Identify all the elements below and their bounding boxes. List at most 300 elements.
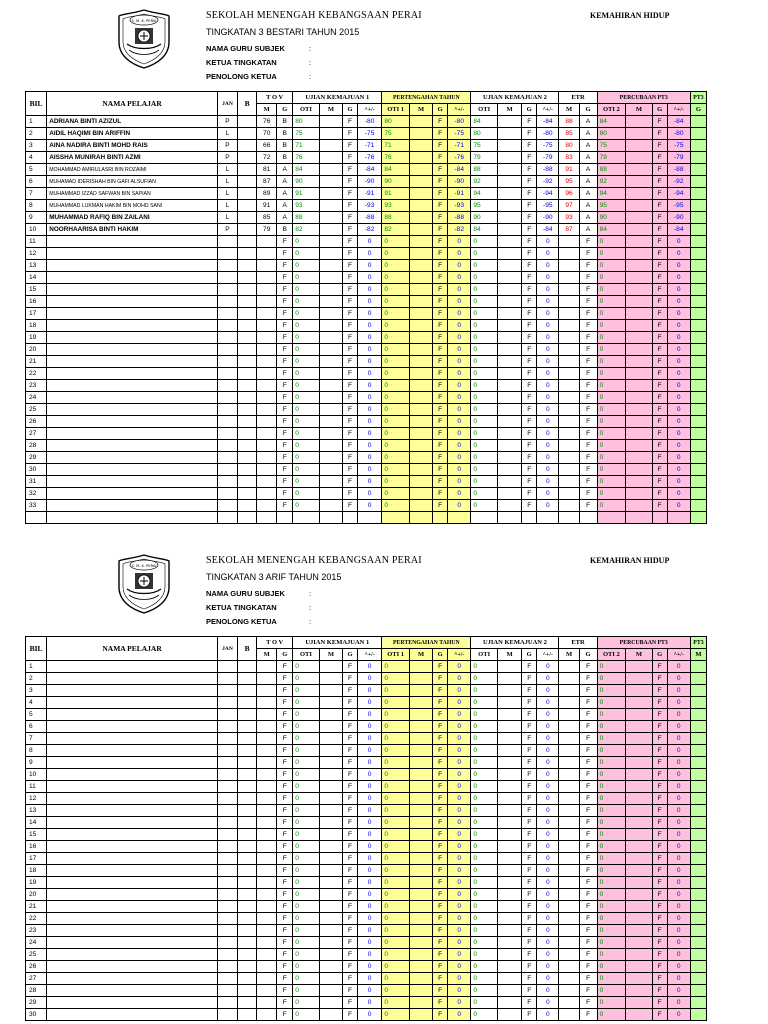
cell-tov-m[interactable] <box>257 841 277 853</box>
cell-pc-diff[interactable]: 0 <box>667 296 690 308</box>
cell-uk2-g[interactable]: F <box>522 464 537 476</box>
cell-pc-diff[interactable]: 0 <box>667 440 690 452</box>
cell-pt-m[interactable] <box>409 404 432 416</box>
cell-b[interactable] <box>238 488 257 500</box>
cell-uk1-oti[interactable]: 0 <box>293 901 320 913</box>
cell-uk1-oti[interactable]: 76 <box>293 152 320 164</box>
cell-etr-m[interactable] <box>559 284 579 296</box>
cell-pc-m[interactable] <box>626 901 653 913</box>
cell-pc-oti2[interactable]: 0 <box>597 320 626 332</box>
cell-pt-oti1[interactable]: 80 <box>382 116 410 128</box>
cell-pc-oti2[interactable]: 0 <box>597 853 626 865</box>
cell-pt-m[interactable] <box>409 745 432 757</box>
cell-pc-oti2[interactable]: 0 <box>597 284 626 296</box>
cell-tov-m[interactable]: 81 <box>257 164 277 176</box>
cell-pt-g[interactable]: F <box>433 404 448 416</box>
cell-uk1-diff[interactable]: 0 <box>357 805 381 817</box>
cell-pt-m[interactable] <box>409 769 432 781</box>
blank-cell[interactable] <box>343 512 358 524</box>
cell-student-name[interactable] <box>47 901 218 913</box>
cell-pt3[interactable] <box>690 829 706 841</box>
cell-pc-oti2[interactable]: 90 <box>597 212 626 224</box>
cell-b[interactable] <box>238 296 257 308</box>
cell-pt-g[interactable]: F <box>433 937 448 949</box>
cell-tov-g[interactable]: F <box>277 416 293 428</box>
cell-pc-m[interactable] <box>626 661 653 673</box>
cell-uk2-oti[interactable]: 0 <box>471 733 498 745</box>
cell-pt3[interactable] <box>690 685 706 697</box>
cell-b[interactable] <box>238 236 257 248</box>
cell-pc-m[interactable] <box>626 733 653 745</box>
cell-uk2-m[interactable] <box>497 188 521 200</box>
cell-uk1-diff[interactable]: 0 <box>357 332 381 344</box>
cell-tov-g[interactable]: A <box>277 176 293 188</box>
cell-uk2-g[interactable]: F <box>522 685 537 697</box>
cell-etr-m[interactable] <box>559 404 579 416</box>
cell-jantina[interactable] <box>217 697 237 709</box>
cell-jantina[interactable] <box>217 709 237 721</box>
cell-uk2-g[interactable]: F <box>522 937 537 949</box>
cell-b[interactable] <box>238 440 257 452</box>
cell-pc-g[interactable]: F <box>652 332 667 344</box>
cell-uk1-m[interactable] <box>319 188 342 200</box>
cell-pc-diff[interactable]: 0 <box>667 721 690 733</box>
cell-uk1-g[interactable]: F <box>343 164 358 176</box>
cell-uk1-oti[interactable]: 0 <box>293 428 320 440</box>
cell-pc-m[interactable] <box>626 224 653 236</box>
cell-student-name[interactable] <box>47 320 218 332</box>
cell-pt-g[interactable]: F <box>433 841 448 853</box>
cell-etr-g[interactable]: F <box>579 901 597 913</box>
cell-pt-g[interactable]: F <box>433 212 448 224</box>
cell-b[interactable] <box>238 757 257 769</box>
cell-pt-m[interactable] <box>409 164 432 176</box>
cell-etr-m[interactable] <box>559 973 579 985</box>
cell-tov-m[interactable] <box>257 476 277 488</box>
cell-uk2-oti[interactable]: 0 <box>471 260 498 272</box>
cell-tov-g[interactable]: F <box>277 733 293 745</box>
cell-pc-g[interactable]: F <box>652 140 667 152</box>
cell-etr-g[interactable]: F <box>579 877 597 889</box>
cell-b[interactable] <box>238 985 257 997</box>
cell-uk2-oti[interactable]: 0 <box>471 464 498 476</box>
cell-jantina[interactable] <box>217 248 237 260</box>
cell-uk2-g[interactable]: F <box>522 200 537 212</box>
cell-etr-g[interactable]: F <box>579 937 597 949</box>
cell-jantina[interactable] <box>217 877 237 889</box>
cell-pc-diff[interactable]: -79 <box>667 152 690 164</box>
cell-tov-g[interactable]: A <box>277 200 293 212</box>
cell-uk2-m[interactable] <box>497 356 521 368</box>
cell-pt-oti1[interactable]: 0 <box>382 889 410 901</box>
cell-pc-m[interactable] <box>626 973 653 985</box>
cell-pt-oti1[interactable]: 0 <box>382 1009 410 1021</box>
cell-jantina[interactable]: L <box>217 212 237 224</box>
cell-tov-m[interactable] <box>257 901 277 913</box>
cell-uk2-oti[interactable]: 92 <box>471 176 498 188</box>
cell-uk1-m[interactable] <box>319 877 342 889</box>
cell-pt3[interactable] <box>690 925 706 937</box>
cell-pt-g[interactable]: F <box>433 817 448 829</box>
cell-student-name[interactable] <box>47 500 218 512</box>
cell-pc-g[interactable]: F <box>652 913 667 925</box>
cell-etr-g[interactable]: F <box>579 368 597 380</box>
cell-uk1-m[interactable] <box>319 332 342 344</box>
cell-pc-g[interactable]: F <box>652 176 667 188</box>
cell-pc-m[interactable] <box>626 212 653 224</box>
cell-tov-m[interactable] <box>257 757 277 769</box>
cell-etr-m[interactable]: 96 <box>559 188 579 200</box>
cell-pt-oti1[interactable]: 0 <box>382 452 410 464</box>
cell-pc-oti2[interactable]: 0 <box>597 973 626 985</box>
cell-etr-g[interactable]: F <box>579 769 597 781</box>
cell-uk2-g[interactable]: F <box>522 913 537 925</box>
cell-pc-diff[interactable]: -90 <box>667 212 690 224</box>
cell-pt-diff[interactable]: 0 <box>448 416 471 428</box>
cell-pc-g[interactable]: F <box>652 793 667 805</box>
cell-uk1-m[interactable] <box>319 817 342 829</box>
cell-uk1-g[interactable]: F <box>343 200 358 212</box>
cell-pt-g[interactable]: F <box>433 709 448 721</box>
cell-uk2-oti[interactable]: 0 <box>471 937 498 949</box>
cell-pc-diff[interactable]: 0 <box>667 769 690 781</box>
cell-pc-oti2[interactable]: 0 <box>597 440 626 452</box>
cell-uk2-oti[interactable]: 0 <box>471 236 498 248</box>
cell-tov-m[interactable] <box>257 452 277 464</box>
cell-jantina[interactable] <box>217 841 237 853</box>
cell-pt3[interactable] <box>690 853 706 865</box>
cell-jantina[interactable]: P <box>217 140 237 152</box>
cell-uk2-m[interactable] <box>497 272 521 284</box>
cell-uk2-g[interactable]: F <box>522 925 537 937</box>
cell-pt-g[interactable]: F <box>433 973 448 985</box>
cell-student-name[interactable] <box>47 332 218 344</box>
cell-pt-oti1[interactable]: 0 <box>382 985 410 997</box>
cell-etr-g[interactable]: F <box>579 392 597 404</box>
cell-etr-g[interactable]: A <box>579 224 597 236</box>
cell-uk2-oti[interactable]: 80 <box>471 128 498 140</box>
cell-pc-g[interactable]: F <box>652 925 667 937</box>
cell-uk2-diff[interactable]: 0 <box>537 404 559 416</box>
cell-pt-oti1[interactable]: 0 <box>382 913 410 925</box>
cell-uk2-m[interactable] <box>497 500 521 512</box>
cell-b[interactable] <box>238 464 257 476</box>
cell-uk1-oti[interactable]: 0 <box>293 284 320 296</box>
cell-uk1-g[interactable]: F <box>343 697 358 709</box>
cell-tov-g[interactable]: F <box>277 452 293 464</box>
cell-pt3[interactable] <box>690 260 706 272</box>
cell-pc-oti2[interactable]: 0 <box>597 817 626 829</box>
cell-uk1-m[interactable] <box>319 272 342 284</box>
cell-pt-m[interactable] <box>409 757 432 769</box>
cell-pc-g[interactable]: F <box>652 769 667 781</box>
cell-pt-oti1[interactable]: 0 <box>382 865 410 877</box>
cell-uk2-diff[interactable]: 0 <box>537 769 559 781</box>
blank-cell[interactable] <box>579 512 597 524</box>
cell-pt3[interactable] <box>690 392 706 404</box>
cell-tov-m[interactable] <box>257 961 277 973</box>
cell-pc-m[interactable] <box>626 416 653 428</box>
cell-tov-m[interactable] <box>257 356 277 368</box>
cell-uk2-oti[interactable]: 0 <box>471 697 498 709</box>
cell-uk2-diff[interactable]: -92 <box>537 176 559 188</box>
cell-uk1-g[interactable]: F <box>343 296 358 308</box>
cell-tov-g[interactable]: F <box>277 781 293 793</box>
cell-uk1-diff[interactable]: 0 <box>357 973 381 985</box>
cell-pt-m[interactable] <box>409 949 432 961</box>
cell-tov-m[interactable] <box>257 877 277 889</box>
cell-pc-diff[interactable]: 0 <box>667 404 690 416</box>
cell-tov-m[interactable] <box>257 260 277 272</box>
cell-uk1-g[interactable]: F <box>343 248 358 260</box>
cell-tov-g[interactable]: F <box>277 344 293 356</box>
cell-jantina[interactable] <box>217 781 237 793</box>
cell-pc-oti2[interactable]: 0 <box>597 380 626 392</box>
cell-pt-oti1[interactable]: 0 <box>382 248 410 260</box>
cell-uk1-oti[interactable]: 0 <box>293 913 320 925</box>
cell-pt-m[interactable] <box>409 128 432 140</box>
cell-tov-g[interactable]: F <box>277 236 293 248</box>
cell-uk2-oti[interactable]: 0 <box>471 841 498 853</box>
cell-pt-oti1[interactable]: 0 <box>382 428 410 440</box>
cell-uk1-g[interactable]: F <box>343 116 358 128</box>
cell-uk1-oti[interactable]: 0 <box>293 721 320 733</box>
cell-pt-oti1[interactable]: 88 <box>382 212 410 224</box>
cell-pt-m[interactable] <box>409 961 432 973</box>
cell-uk1-diff[interactable]: 0 <box>357 985 381 997</box>
cell-pc-m[interactable] <box>626 793 653 805</box>
cell-uk2-g[interactable]: F <box>522 697 537 709</box>
cell-pt-oti1[interactable]: 0 <box>382 661 410 673</box>
cell-pt-g[interactable]: F <box>433 949 448 961</box>
cell-student-name[interactable]: AINA NADIRA BINTI MOHD RAIS <box>47 140 218 152</box>
cell-pc-g[interactable]: F <box>652 440 667 452</box>
cell-uk1-oti[interactable]: 0 <box>293 865 320 877</box>
blank-cell[interactable] <box>277 512 293 524</box>
cell-pc-m[interactable] <box>626 236 653 248</box>
cell-uk2-diff[interactable]: 0 <box>537 757 559 769</box>
cell-uk2-oti[interactable]: 0 <box>471 817 498 829</box>
cell-uk2-g[interactable]: F <box>522 356 537 368</box>
cell-pc-m[interactable] <box>626 440 653 452</box>
cell-pt-diff[interactable]: 0 <box>448 781 471 793</box>
cell-pc-diff[interactable]: 0 <box>667 697 690 709</box>
cell-b[interactable] <box>238 697 257 709</box>
cell-uk2-g[interactable]: F <box>522 985 537 997</box>
cell-pt-m[interactable] <box>409 440 432 452</box>
cell-jantina[interactable] <box>217 733 237 745</box>
cell-pc-diff[interactable]: 0 <box>667 236 690 248</box>
cell-pt-m[interactable] <box>409 224 432 236</box>
cell-pc-oti2[interactable]: 0 <box>597 500 626 512</box>
cell-uk1-m[interactable] <box>319 805 342 817</box>
cell-uk2-diff[interactable]: 0 <box>537 805 559 817</box>
cell-b[interactable] <box>238 392 257 404</box>
cell-uk2-oti[interactable]: 0 <box>471 889 498 901</box>
cell-jantina[interactable] <box>217 817 237 829</box>
cell-jantina[interactable] <box>217 745 237 757</box>
cell-pt-oti1[interactable]: 0 <box>382 404 410 416</box>
cell-jantina[interactable] <box>217 416 237 428</box>
cell-uk2-g[interactable]: F <box>522 272 537 284</box>
cell-pc-m[interactable] <box>626 500 653 512</box>
cell-uk2-oti[interactable]: 79 <box>471 152 498 164</box>
cell-uk2-g[interactable]: F <box>522 709 537 721</box>
cell-uk2-m[interactable] <box>497 116 521 128</box>
blank-cell[interactable] <box>667 512 690 524</box>
cell-pt-oti1[interactable]: 0 <box>382 721 410 733</box>
cell-pt-g[interactable]: F <box>433 697 448 709</box>
cell-uk1-g[interactable]: F <box>343 428 358 440</box>
cell-pt-oti1[interactable]: 0 <box>382 877 410 889</box>
cell-student-name[interactable] <box>47 661 218 673</box>
cell-etr-m[interactable] <box>559 877 579 889</box>
cell-uk2-diff[interactable]: 0 <box>537 380 559 392</box>
cell-student-name[interactable]: MUHAMMAD IZZAD SAFWAN BIN SAPIAN <box>47 188 218 200</box>
cell-uk2-g[interactable]: F <box>522 308 537 320</box>
cell-etr-g[interactable]: A <box>579 200 597 212</box>
cell-pt3[interactable] <box>690 344 706 356</box>
cell-pt-diff[interactable]: 0 <box>448 961 471 973</box>
cell-etr-g[interactable]: F <box>579 925 597 937</box>
cell-uk1-g[interactable]: F <box>343 380 358 392</box>
cell-uk1-m[interactable] <box>319 1009 342 1021</box>
cell-pt-m[interactable] <box>409 793 432 805</box>
cell-uk1-m[interactable] <box>319 745 342 757</box>
cell-jantina[interactable] <box>217 380 237 392</box>
cell-jantina[interactable] <box>217 973 237 985</box>
cell-uk1-oti[interactable]: 84 <box>293 164 320 176</box>
cell-b[interactable] <box>238 865 257 877</box>
cell-pt-g[interactable]: F <box>433 901 448 913</box>
cell-etr-m[interactable] <box>559 697 579 709</box>
cell-b[interactable] <box>238 877 257 889</box>
cell-tov-m[interactable] <box>257 889 277 901</box>
cell-pt-oti1[interactable]: 0 <box>382 416 410 428</box>
cell-b[interactable] <box>238 260 257 272</box>
blank-cell[interactable] <box>690 512 706 524</box>
cell-etr-g[interactable]: F <box>579 841 597 853</box>
cell-uk2-g[interactable]: F <box>522 344 537 356</box>
cell-pt-oti1[interactable]: 71 <box>382 140 410 152</box>
cell-uk1-diff[interactable]: -88 <box>357 212 381 224</box>
cell-jantina[interactable] <box>217 332 237 344</box>
cell-pt-m[interactable] <box>409 865 432 877</box>
cell-pt-m[interactable] <box>409 428 432 440</box>
cell-pt-oti1[interactable]: 0 <box>382 392 410 404</box>
cell-uk1-m[interactable] <box>319 128 342 140</box>
cell-b[interactable] <box>238 925 257 937</box>
cell-tov-m[interactable]: 70 <box>257 128 277 140</box>
cell-b[interactable] <box>238 733 257 745</box>
cell-uk1-m[interactable] <box>319 260 342 272</box>
cell-pt-g[interactable]: F <box>433 745 448 757</box>
cell-b[interactable] <box>238 973 257 985</box>
cell-uk2-g[interactable]: F <box>522 721 537 733</box>
cell-pc-oti2[interactable]: 0 <box>597 733 626 745</box>
cell-pc-g[interactable]: F <box>652 260 667 272</box>
cell-pt3[interactable] <box>690 697 706 709</box>
cell-pt-diff[interactable]: 0 <box>448 392 471 404</box>
cell-uk2-g[interactable]: F <box>522 877 537 889</box>
cell-pc-m[interactable] <box>626 673 653 685</box>
cell-tov-g[interactable]: F <box>277 745 293 757</box>
cell-pc-m[interactable] <box>626 841 653 853</box>
cell-uk2-m[interactable] <box>497 284 521 296</box>
cell-uk2-m[interactable] <box>497 757 521 769</box>
cell-uk2-g[interactable]: F <box>522 380 537 392</box>
cell-uk1-oti[interactable]: 0 <box>293 500 320 512</box>
cell-uk2-g[interactable]: F <box>522 128 537 140</box>
cell-pc-diff[interactable]: 0 <box>667 781 690 793</box>
cell-etr-m[interactable] <box>559 476 579 488</box>
cell-pt-g[interactable]: F <box>433 368 448 380</box>
cell-etr-m[interactable] <box>559 841 579 853</box>
cell-etr-m[interactable] <box>559 781 579 793</box>
cell-uk1-oti[interactable]: 0 <box>293 829 320 841</box>
cell-etr-g[interactable]: F <box>579 961 597 973</box>
cell-pt-m[interactable] <box>409 853 432 865</box>
cell-student-name[interactable] <box>47 452 218 464</box>
cell-tov-g[interactable]: F <box>277 685 293 697</box>
cell-tov-m[interactable] <box>257 344 277 356</box>
blank-cell[interactable] <box>471 512 498 524</box>
cell-tov-m[interactable] <box>257 404 277 416</box>
cell-uk2-g[interactable]: F <box>522 973 537 985</box>
cell-pc-g[interactable]: F <box>652 368 667 380</box>
cell-uk2-diff[interactable]: 0 <box>537 356 559 368</box>
cell-pt-diff[interactable]: 0 <box>448 949 471 961</box>
cell-uk1-oti[interactable]: 0 <box>293 236 320 248</box>
cell-pc-diff[interactable]: 0 <box>667 961 690 973</box>
cell-uk1-m[interactable] <box>319 452 342 464</box>
cell-pt-m[interactable] <box>409 260 432 272</box>
cell-uk2-m[interactable] <box>497 973 521 985</box>
cell-uk2-m[interactable] <box>497 661 521 673</box>
cell-uk2-oti[interactable]: 0 <box>471 961 498 973</box>
cell-uk1-g[interactable]: F <box>343 464 358 476</box>
cell-pt-diff[interactable]: 0 <box>448 685 471 697</box>
cell-pt3[interactable] <box>690 416 706 428</box>
cell-uk1-diff[interactable]: 0 <box>357 452 381 464</box>
cell-uk1-oti[interactable]: 0 <box>293 997 320 1009</box>
cell-pt-diff[interactable]: 0 <box>448 488 471 500</box>
cell-pc-m[interactable] <box>626 284 653 296</box>
cell-pt-g[interactable]: F <box>433 961 448 973</box>
cell-uk1-oti[interactable]: 0 <box>293 380 320 392</box>
cell-pc-diff[interactable]: 0 <box>667 877 690 889</box>
cell-pt-diff[interactable]: 0 <box>448 476 471 488</box>
cell-pc-g[interactable]: F <box>652 164 667 176</box>
cell-pc-diff[interactable]: 0 <box>667 733 690 745</box>
cell-uk1-g[interactable]: F <box>343 344 358 356</box>
cell-pt-g[interactable]: F <box>433 889 448 901</box>
cell-jantina[interactable] <box>217 320 237 332</box>
cell-pc-oti2[interactable]: 0 <box>597 865 626 877</box>
cell-uk1-diff[interactable]: -82 <box>357 224 381 236</box>
cell-uk1-g[interactable]: F <box>343 392 358 404</box>
cell-uk1-g[interactable]: F <box>343 685 358 697</box>
cell-uk2-diff[interactable]: 0 <box>537 236 559 248</box>
cell-pt-m[interactable] <box>409 985 432 997</box>
cell-b[interactable] <box>238 817 257 829</box>
cell-tov-g[interactable]: F <box>277 865 293 877</box>
cell-tov-g[interactable]: F <box>277 973 293 985</box>
cell-uk1-g[interactable]: F <box>343 488 358 500</box>
cell-pc-g[interactable]: F <box>652 685 667 697</box>
cell-etr-g[interactable]: F <box>579 721 597 733</box>
cell-uk1-oti[interactable]: 0 <box>293 464 320 476</box>
